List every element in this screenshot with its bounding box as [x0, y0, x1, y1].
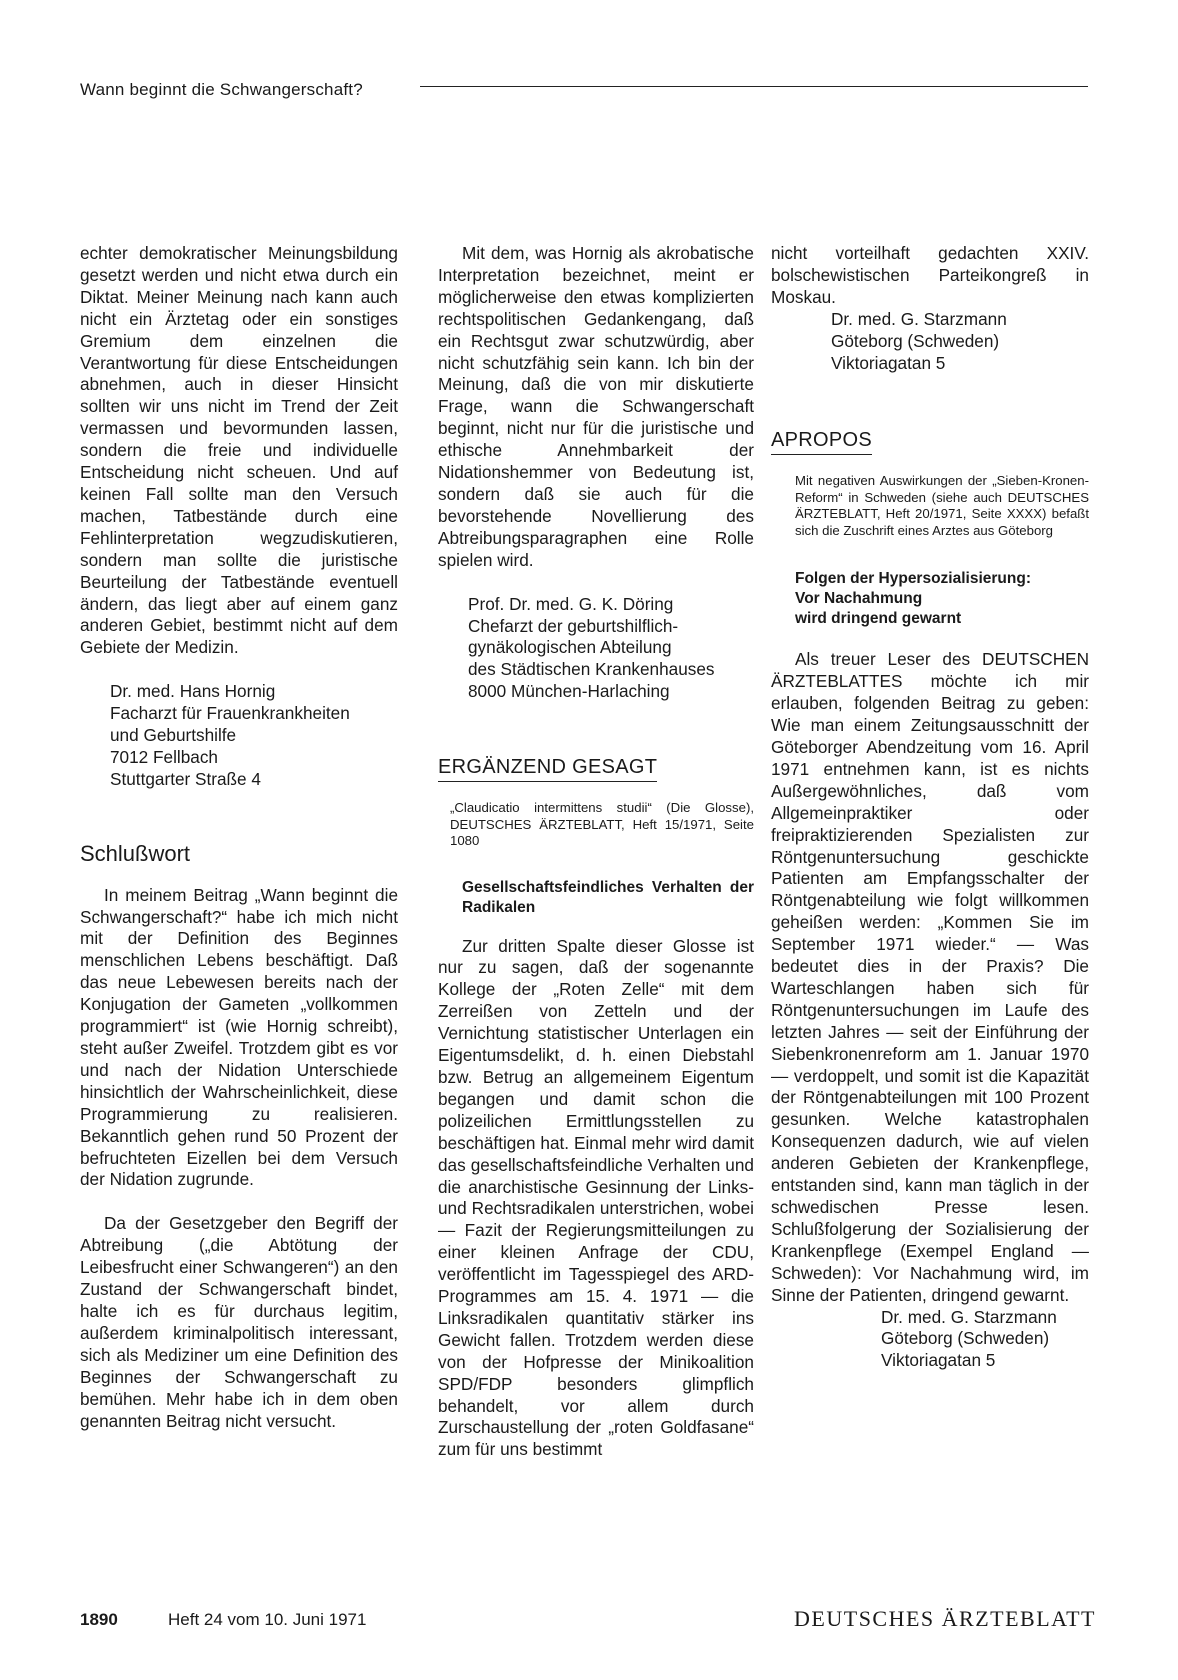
paragraph: echter demokratischer Meinungsbildung gesetzt werden und nicht etwa durch ein Diktat. Meiner Meinung nach kann auch nicht ein Ärztetag oder ein sonstiges Gremium dem einzelnen die Verantwortung für diese Entscheidungen abnehmen, auch in dieser Hinsicht sollten wir uns nicht im Trend der Zeit vermassen und bevormunden lassen, sondern die freie und individuelle Entscheidung nicht scheuen. Und auf keinen Fall sollte man den Versuch machen, Tatbestände durch eine Fehlinterpretation wegzudiskutieren, sondern man sollte die juristische Beurteilung der Tatbestände eventuell ändern, das liegt aber auf einem ganz anderen Gebiet, bestimmt nicht auf dem Gebiete der Medizin. — [80, 243, 398, 658]
subheading: Gesellschaftsfeindliches Verhalten der Radikalen — [462, 878, 754, 916]
paragraph: nicht vorteilhaft gedachten XXIV. bolschewistischen Parteikongreß in Moskau. — [771, 243, 1089, 307]
issue-info: Heft 24 vom 10. Juni 1971 — [168, 1610, 367, 1629]
signature-garmann: Dr. med. G. Starzmann Göteborg (Schweden) Viktoriagatan 5 — [831, 308, 1007, 373]
signature-doering: Prof. Dr. med. G. K. Döring Chefarzt der geburtshilflich- gynäkologischen Abteilung des Städtischen Krankenhauses 8000 München-Harlaching — [468, 593, 715, 702]
running-header: Wann beginnt die Schwangerschaft? — [80, 80, 363, 99]
reference-note: „Claudicatio intermittens studii“ (Die Glosse), DEUTSCHES ÄRZTEBLATT, Heft 15/1971, Seite 1080 — [450, 800, 754, 849]
paragraph: Zur dritten Spalte dieser Glosse ist nur zu sagen, daß der sogenannte Kollege der „Roten Zelle“ mit dem Zerreißen von Zetteln und der Vernichtung statistischer Unterlagen ein Eigentumsdelikt, d. h. einen Diebstahl bzw. Betrug an allgemeinem Eigentum begangen und damit schon die polizeilichen Ermittlungsstellen zu beschäftigen hat. Einmal mehr wird damit das gesellschaftsfeindliche Verhalten und die anarchistische Gesinnung der Links- und Rechtsradikalen unterstrichen, wobei — Fazit der Regierungsmitteilungen zu einer kleinen Anfrage der CDU, veröffentlicht im Tagesspiegel des ARD-Programmes am 15. 4. 1971 — die Linksradikalen quantitativ stärker ins Gewicht fallen. Trotzdem werden diese von der Hofpresse der Minikoalition SPD/FDP besonders glimpflich behandelt, vor allem durch Zurschaustellung der „roten Goldfasane“ zum für uns bestimmt — [438, 935, 754, 1460]
publication-name: DEUTSCHES ÄRZTEBLATT — [794, 1606, 1096, 1631]
column-1 — [80, 243, 398, 1432]
paragraph: Mit dem, was Hornig als akrobatische Interpretation bezeichnet, meint er möglicherweise den etwas komplizierten rechtspolitischen Gedankengang, daß ein Rechtsgut zwar schutzwürdig, aber nicht schutzfähig sein kann. Ich bin der Meinung, daß die von mir diskutierte Frage, wann die Schwangerschaft beginnt, nicht nur für die juristische und ethische Annehmbarkeit der Nidationshemmer von Bedeutung ist, sondern daß sie auch für die bevorstehende Novellierung des Abtreibungsparagraphen eine Rolle spielen wird. — [438, 243, 754, 570]
paragraph: In meinem Beitrag „Wann beginnt die Schwangerschaft?“ habe ich mich nicht mit der Definition des Beginnes menschlichen Lebens beschäftigt. Daß das neue Lebewesen bereits nach der Konjugation der Gameten „vollkommen programmiert“ ist (wie Hornig schreibt), steht außer Zweifel. Trotzdem gibt es vor und nach der Nidation Unterschiede hinsichtlich der Wahrscheinlichkeit, diese Programmierung zu realisieren. Bekanntlich gehen rund 50 Prozent der befruchteten Eizellen bei dem Versuch der Nidation zugrunde. — [80, 884, 398, 1190]
header-rule — [420, 86, 1088, 87]
section-title-ergaenzend: ERGÄNZEND GESAGT — [438, 757, 754, 782]
signature-hornig: Dr. med. Hans Hornig Facharzt für Frauenkrankheiten und Geburtshilfe 7012 Fellbach Stuttgarter Straße 4 — [110, 681, 350, 789]
section-title-apropos: APROPOS — [771, 430, 1089, 455]
section-title-schlusswort: Schlußwort — [80, 840, 191, 866]
reference-note: Mit negativen Auswirkungen der „Sieben-Kronen-Reform“ in Schweden (siehe auch DEUTSCHES ÄRZTEBLATT, Heft 20/1971, Seite XXXX) befaßt sich die Zuschrift eines Arztes aus Göteborg — [795, 473, 1089, 538]
paragraph: Als treuer Leser des DEUTSCHEN ÄRZTEBLATTES möchte ich mir erlauben, folgenden Beitrag zu geben: Wie man einem Zeitungsausschnitt der Göteborger Abendzeitung vom 16. April 1971 entnehmen kann, ist es nichts Außergewöhnliches, daß vom Allgemeinpraktiker oder freipraktizierenden Spezialisten zur Röntgenuntersuchung geschickte Patienten am Empfangsschalter der Röntgenabteilung wie folgt willkommen geheißen werden: „Kommen Sie im September 1971 wieder.“ — Was bedeutet dies in der Praxis? Die Warteschlangen haben sich für Röntgenuntersuchungen im Laufe des letzten Jahres — seit der Einführung der Siebenkronenreform am 1. Januar 1970 — verdoppelt, und somit ist die Kapazität der Röntgenabteilungen mit 100 Prozent gesunken. Welche katastrophalen Konsequenzen dadurch, wie auf vielen anderen Gebieten der Krankenpflege, entstanden sind, kann man täglich in der schwedischen Presse lesen. Schlußfolgerung der Sozialisierung der Krankenpflege (Exempel England — Schweden): Vor Nachahmung wird, im Sinne der Patienten, dringend gewarnt. — [771, 649, 1089, 1305]
page-number: 1890 — [80, 1610, 118, 1629]
column-3 — [771, 243, 1089, 1372]
signature-starzmann: Dr. med. G. Starzmann Göteborg (Schweden) Viktoriagatan 5 — [881, 1306, 1057, 1371]
column-2 — [438, 243, 754, 1461]
paragraph: Da der Gesetzgeber den Begriff der Abtreibung („die Abtötung der Leibesfrucht einer Schwangeren“) an den Zustand der Schwangerschaft bindet, halte ich es für durchaus legitim, außerdem kriminalpolitisch interessant, sich als Mediziner um eine Definition des Beginnes der Schwangerschaft zu bemühen. Mehr habe ich in dem oben genannten Beitrag nicht versucht. — [80, 1213, 398, 1431]
subheading: Folgen der Hypersozialisierung: Vor Nachahmung wird dringend gewarnt — [795, 570, 1031, 628]
